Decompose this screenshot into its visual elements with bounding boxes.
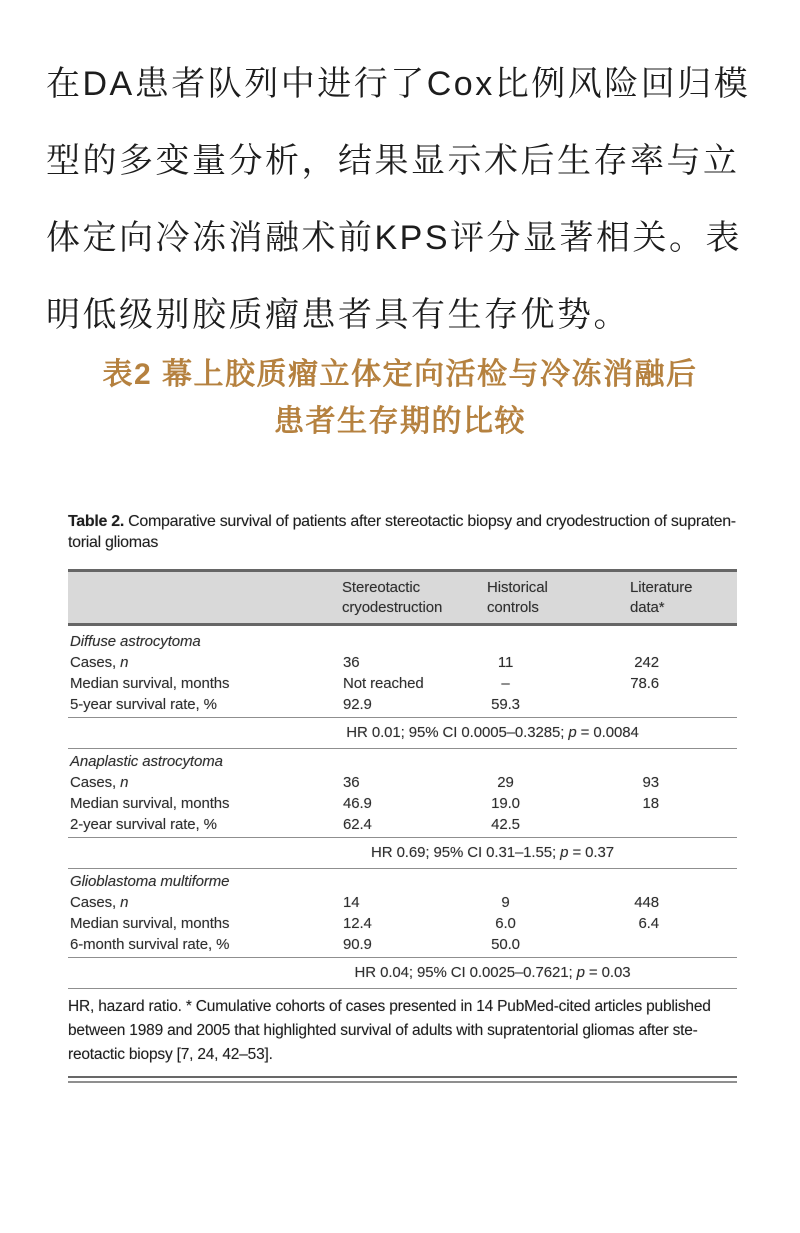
row-label xyxy=(68,892,342,913)
hazard-ratio-row xyxy=(68,840,737,866)
paragraph-line: 型的多变量分析，结果显示术后生存率与立 xyxy=(46,142,740,180)
stat-text: HR 0.01; 95% CI 0.0005–0.3285; xyxy=(346,724,569,741)
cell-literature xyxy=(630,934,659,955)
stat-p-italic: p xyxy=(560,844,569,861)
row-label-text: 5-year survival rate, % xyxy=(70,696,217,713)
cell-historical-value: 11 xyxy=(497,654,514,671)
cell-historical-value: 50.0 xyxy=(491,936,520,953)
cell-historical xyxy=(487,934,630,955)
footnote-line: reotactic biopsy [7, 24, 42–53]. xyxy=(68,1046,273,1063)
caption-line: 患者生存期的比较 xyxy=(274,405,526,438)
cell-historical xyxy=(487,652,630,673)
row-label xyxy=(68,694,342,715)
divider xyxy=(68,957,737,958)
hazard-ratio-row xyxy=(68,720,737,746)
cell-historical-value: 42.5 xyxy=(491,816,520,833)
row-label xyxy=(68,913,342,934)
cell-historical xyxy=(487,913,630,934)
table-row xyxy=(68,694,737,715)
stat-p-italic: p xyxy=(568,724,577,741)
row-label-text: Cases, xyxy=(70,894,121,911)
table-row xyxy=(68,934,737,955)
row-label xyxy=(68,793,342,814)
cell-literature: 93 xyxy=(642,774,659,791)
divider xyxy=(68,748,737,749)
table-section-row xyxy=(68,631,737,652)
cell-literature: 242 xyxy=(634,654,659,671)
cell-literature xyxy=(630,694,659,715)
table-footnote xyxy=(68,995,737,1067)
row-label-text: Median survival, months xyxy=(70,795,230,812)
cell-cryodestruction: 36 xyxy=(343,654,360,671)
table-body xyxy=(68,626,737,989)
cell-cryodestruction: 36 xyxy=(343,774,360,791)
caption-line: 表2 幕上胶质瘤立体定向活检与冷冻消融后 xyxy=(102,358,698,391)
row-label xyxy=(68,814,342,835)
cell-historical xyxy=(487,673,630,694)
cell-cryodestruction: Not reached xyxy=(343,675,424,692)
row-label-text: 2-year survival rate, % xyxy=(70,816,217,833)
row-label-italic: n xyxy=(120,774,129,791)
cell-historical-value: 9 xyxy=(501,894,510,911)
cell-historical xyxy=(487,772,630,793)
stat-text: = 0.03 xyxy=(584,964,631,981)
table-title xyxy=(68,511,737,553)
cell-historical-value: 6.0 xyxy=(495,915,516,932)
footnote-line: between 1989 and 2005 that highlighted survival of adults with supratentorial gliomas after ste- xyxy=(68,1022,698,1039)
table-row xyxy=(68,793,737,814)
row-label-text: 6-month survival rate, % xyxy=(70,936,230,953)
chinese-paragraph xyxy=(46,46,766,354)
table-row xyxy=(68,913,737,934)
cell-literature: 448 xyxy=(634,894,659,911)
paragraph-line: 体定向冷冻消融术前KPS评分显著相关。表 xyxy=(46,219,743,257)
table-row xyxy=(68,652,737,673)
cell-historical-value: 59.3 xyxy=(491,696,520,713)
table-title-line1 xyxy=(68,511,737,532)
table-row xyxy=(68,772,737,793)
row-label-text: Cases, xyxy=(70,774,121,791)
table-caption-chinese xyxy=(0,351,800,445)
cell-cryodestruction: 92.9 xyxy=(343,696,372,713)
divider xyxy=(68,868,737,869)
cell-literature xyxy=(630,814,659,835)
stat-p-italic: p xyxy=(576,964,585,981)
stat-text: HR 0.04; 95% CI 0.0025–0.7621; xyxy=(354,964,577,981)
header-empty-cell xyxy=(68,578,342,618)
footnote-line: HR, hazard ratio. * Cumulative cohorts of cases presented in 14 PubMed-cited articles published xyxy=(68,998,711,1015)
hazard-ratio-row xyxy=(68,960,737,986)
divider xyxy=(68,717,737,718)
cell-historical xyxy=(487,814,630,835)
table-row xyxy=(68,892,737,913)
cell-cryodestruction: 12.4 xyxy=(343,915,372,932)
divider xyxy=(68,837,737,838)
header-stereotactic-cryodestruction: Stereotactic cryodestruction xyxy=(342,579,443,616)
row-label-italic: n xyxy=(120,894,129,911)
cell-literature: 6.4 xyxy=(638,915,659,932)
divider xyxy=(68,988,737,989)
row-label xyxy=(68,772,342,793)
table-title-text: Comparative survival of patients after stereotactic biopsy and cryodestruction of supraten- xyxy=(124,513,736,530)
cell-historical xyxy=(487,694,630,715)
row-label-text: Cases, xyxy=(70,654,121,671)
paragraph-line: 明低级别胶质瘤患者具有生存优势。 xyxy=(46,296,630,334)
row-label-text: Median survival, months xyxy=(70,915,230,932)
stat-text: HR 0.69; 95% CI 0.31–1.55; xyxy=(371,844,561,861)
cell-historical-value: 19.0 xyxy=(491,795,520,812)
cell-literature: 78.6 xyxy=(630,675,659,692)
cell-cryodestruction: 46.9 xyxy=(343,795,372,812)
stat-text: = 0.37 xyxy=(568,844,614,861)
header-literature-data: Literature data* xyxy=(630,579,693,616)
row-label xyxy=(68,673,342,694)
cell-historical xyxy=(487,892,630,913)
table-header-row xyxy=(68,569,737,626)
table-section-row xyxy=(68,871,737,892)
table-row xyxy=(68,673,737,694)
table-section-row xyxy=(68,751,737,772)
table-bottom-rule xyxy=(68,1076,737,1083)
section-name-label: Anaplastic astrocytoma xyxy=(70,753,223,770)
row-label-text: Median survival, months xyxy=(70,675,230,692)
cell-literature: 18 xyxy=(642,795,659,812)
cell-cryodestruction: 14 xyxy=(343,894,360,911)
section-name-label: Glioblastoma multiforme xyxy=(70,873,230,890)
table-figure xyxy=(68,511,737,1083)
section-name-label: Diffuse astrocytoma xyxy=(70,633,201,650)
cell-historical xyxy=(487,793,630,814)
cell-historical-value: 29 xyxy=(497,774,514,791)
table-row xyxy=(68,814,737,835)
table-title-line2: torial gliomas xyxy=(68,534,159,551)
header-historical-controls: Historical controls xyxy=(487,579,548,616)
cell-cryodestruction: 90.9 xyxy=(343,936,372,953)
row-label xyxy=(68,934,342,955)
cell-cryodestruction: 62.4 xyxy=(343,816,372,833)
row-label-italic: n xyxy=(120,654,129,671)
paragraph-line: 在DA患者队列中进行了Cox比例风险回归模 xyxy=(46,65,751,103)
stat-text: = 0.0084 xyxy=(576,724,639,741)
table-title-label: Table 2. xyxy=(68,513,124,530)
row-label xyxy=(68,652,342,673)
cell-historical-value: – xyxy=(501,675,510,692)
